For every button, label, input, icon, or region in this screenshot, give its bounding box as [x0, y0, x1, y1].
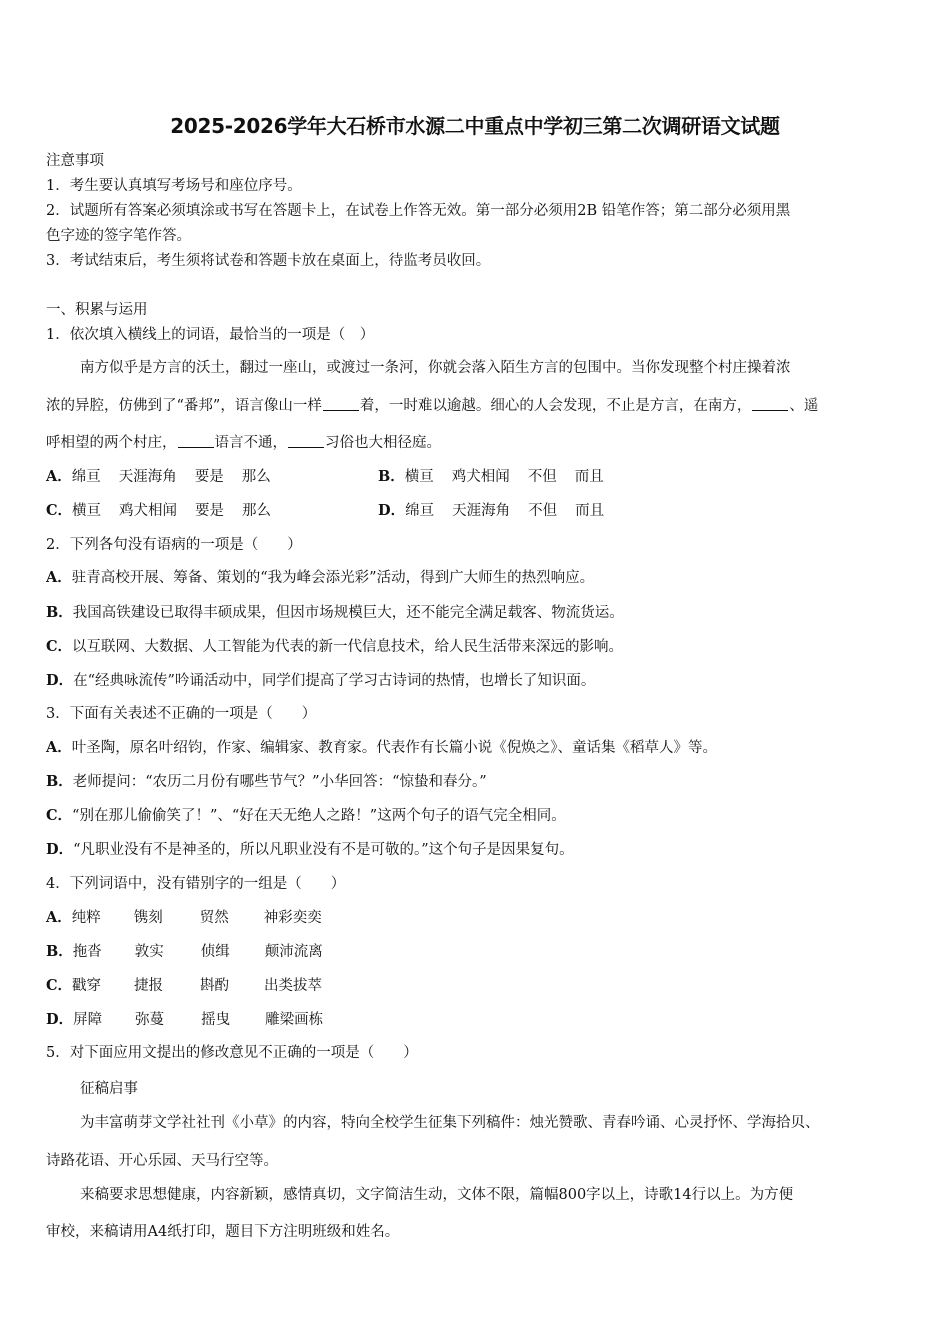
exam-title: 2025-2026学年大石桥市水源二中重点中学初三第二次调研语文试题 — [170, 114, 780, 138]
option-word: 天涯海角 — [452, 503, 511, 519]
q4-option-b[interactable] — [46, 942, 323, 962]
option-word: 出类拔萃 — [264, 978, 323, 994]
q4-stem: 4．下列词语中，没有错别字的一组是（ ） — [46, 876, 346, 892]
option-word: 不但 — [527, 469, 557, 485]
option-text: 驻青高校开展、筹备、策划的“我为峰会添光彩”活动，得到广大师生的热烈响应。 — [71, 570, 595, 586]
blank-1 — [323, 396, 359, 411]
option-word: 而且 — [575, 503, 605, 519]
option-letter: B． — [46, 943, 73, 960]
option-word: 要是 — [194, 469, 224, 485]
q4-option-c[interactable] — [46, 976, 322, 996]
option-word: 颠沛流离 — [264, 944, 323, 960]
option-text: 叶圣陶，原名叶绍钧，作家、编辑家、教育家。代表作有长篇小说《倪焕之》、童话集《稻草人》等。 — [71, 740, 718, 756]
option-word: 屏障 — [73, 1012, 103, 1028]
q4-option-d[interactable] — [46, 1010, 323, 1030]
q5-notice-title: 征稿启事 — [80, 1081, 138, 1097]
q1-passage-text: 语言不通， — [214, 435, 287, 451]
option-word: 鸡犬相闻 — [451, 469, 510, 485]
option-letter: B． — [46, 604, 73, 621]
option-word: 戳穿 — [72, 978, 102, 994]
notice-item-2-cont: 色字迹的签字笔作答。 — [46, 228, 191, 244]
option-word: 弥蔓 — [135, 1012, 165, 1028]
blank-3 — [178, 433, 214, 448]
option-letter: D． — [46, 841, 74, 858]
option-word: 那么 — [242, 503, 272, 519]
option-word: 而且 — [574, 469, 604, 485]
q1-passage-line-3 — [46, 433, 441, 453]
option-word: 神彩奕奕 — [263, 910, 322, 926]
notice-item-2: 2．试题所有答案必须填涂或书写在答题卡上，在试卷上作答无效。第一部分必须用2B 铅笔作答；第二部分必须用黑 — [46, 203, 791, 219]
q1-option-d[interactable] — [378, 501, 604, 521]
q2-option-b[interactable] — [46, 603, 624, 623]
option-letter: C． — [46, 502, 73, 519]
option-text: “别在那儿偷偷笑了！”、“好在天无绝人之路！”这两个句子的语气完全相同。 — [72, 808, 566, 824]
option-text: “凡职业没有不是神圣的，所以凡职业没有不是可敬的。”这个句子是因果复句。 — [73, 842, 574, 858]
option-word: 斟酌 — [200, 978, 230, 994]
option-letter: D． — [46, 672, 74, 689]
section-heading: 一、积累与运用 — [46, 302, 148, 318]
option-word: 天涯海角 — [118, 469, 177, 485]
q2-option-d[interactable] — [46, 671, 595, 691]
option-word: 拖沓 — [72, 944, 102, 960]
q1-stem: 1．依次填入横线上的词语，最恰当的一项是（ ） — [46, 327, 375, 343]
blank-2 — [752, 396, 788, 411]
q1-passage-text: 习俗也大相径庭。 — [325, 435, 441, 451]
q3-stem: 3．下面有关表述不正确的一项是（ ） — [46, 706, 317, 722]
option-word: 横亘 — [72, 503, 102, 519]
q3-option-a[interactable] — [46, 738, 717, 758]
q2-option-a[interactable] — [46, 568, 594, 588]
notice-item-3: 3．考试结束后，考生须将试卷和答题卡放在桌面上，待监考员收回。 — [46, 253, 491, 269]
option-word: 绵亘 — [71, 469, 101, 485]
option-letter: D． — [46, 1011, 74, 1028]
option-word: 绵亘 — [405, 503, 435, 519]
option-letter: C． — [46, 977, 73, 994]
option-word: 雕梁画栋 — [265, 1012, 324, 1028]
q3-option-b[interactable] — [46, 772, 487, 792]
option-letter: A． — [46, 569, 72, 586]
q5-stem: 5．对下面应用文提出的修改意见不正确的一项是（ ） — [46, 1045, 418, 1061]
q5-para-1: 为丰富萌芽文学社社刊《小草》的内容，特向全校学生征集下列稿件：烛光赞歌、青春吟诵、心灵抒怀、学海拾贝、 — [80, 1115, 820, 1131]
option-word: 摇曳 — [201, 1012, 231, 1028]
option-text: 我国高铁建设已取得丰硕成果，但因市场规模巨大，还不能完全满足载客、物流货运。 — [72, 605, 624, 621]
option-word: 敦实 — [134, 944, 164, 960]
option-text: 以互联网、大数据、人工智能为代表的新一代信息技术，给人民生活带来深远的影响。 — [72, 639, 624, 655]
q1-option-c[interactable] — [46, 501, 271, 521]
notice-item-1: 1．考生要认真填写考场号和座位序号。 — [46, 178, 302, 194]
option-word: 侦缉 — [200, 944, 230, 960]
option-letter: B． — [378, 468, 405, 485]
q5-para-1-cont: 诗路花语、开心乐园、天马行空等。 — [46, 1153, 278, 1169]
q3-option-c[interactable] — [46, 806, 566, 826]
option-word: 不但 — [528, 503, 558, 519]
option-letter: B． — [46, 773, 73, 790]
q3-option-d[interactable] — [46, 840, 574, 860]
option-letter: C． — [46, 807, 73, 824]
q1-passage-line-1: 南方似乎是方言的沃土，翻过一座山，或渡过一条河，你就会落入陌生方言的包围中。当你发现整个村庄操着浓 — [80, 360, 791, 376]
option-word: 鸡犬相闻 — [119, 503, 178, 519]
option-word: 镌刻 — [133, 910, 163, 926]
notice-heading: 注意事项 — [46, 153, 104, 169]
option-text: 在“经典咏流传”吟诵活动中，同学们提高了学习古诗词的热情，也增长了知识面。 — [73, 673, 596, 689]
q1-passage-text: 、遥 — [789, 398, 819, 414]
option-letter: A． — [46, 468, 72, 485]
q2-option-c[interactable] — [46, 637, 623, 657]
option-word: 捷报 — [134, 978, 164, 994]
q4-option-a[interactable] — [46, 908, 322, 928]
q2-stem: 2．下列各句没有语病的一项是（ ） — [46, 537, 302, 553]
blank-4 — [288, 433, 324, 448]
q1-option-a[interactable] — [46, 467, 271, 487]
q1-passage-line-2 — [46, 396, 818, 416]
q1-passage-text: 着，一时难以逾越。细心的人会发现，不止是方言，在南方， — [359, 398, 752, 414]
option-letter: C． — [46, 638, 73, 655]
option-word: 纯粹 — [71, 910, 101, 926]
option-text: 老师提问：“农历二月份有哪些节气？”小华回答：“惊蛰和春分。” — [72, 774, 487, 790]
option-letter: A． — [46, 909, 72, 926]
q1-option-b[interactable] — [378, 467, 604, 487]
q1-passage-text: 呼相望的两个村庄， — [46, 435, 177, 451]
option-letter: D． — [378, 502, 406, 519]
option-word: 贸然 — [199, 910, 229, 926]
q5-para-2-cont: 审校，来稿请用A4纸打印，题目下方注明班级和姓名。 — [46, 1224, 400, 1240]
q1-passage-text: 浓的异腔，仿佛到了“番邦”，语言像山一样 — [46, 398, 322, 414]
option-word: 那么 — [241, 469, 271, 485]
option-letter: A． — [46, 739, 72, 756]
q5-para-2: 来稿要求思想健康，内容新颖，感情真切，文字简洁生动，文体不限，篇幅800字以上，诗歌14行以上。为方便 — [80, 1187, 794, 1203]
option-word: 横亘 — [404, 469, 434, 485]
option-word: 要是 — [195, 503, 225, 519]
